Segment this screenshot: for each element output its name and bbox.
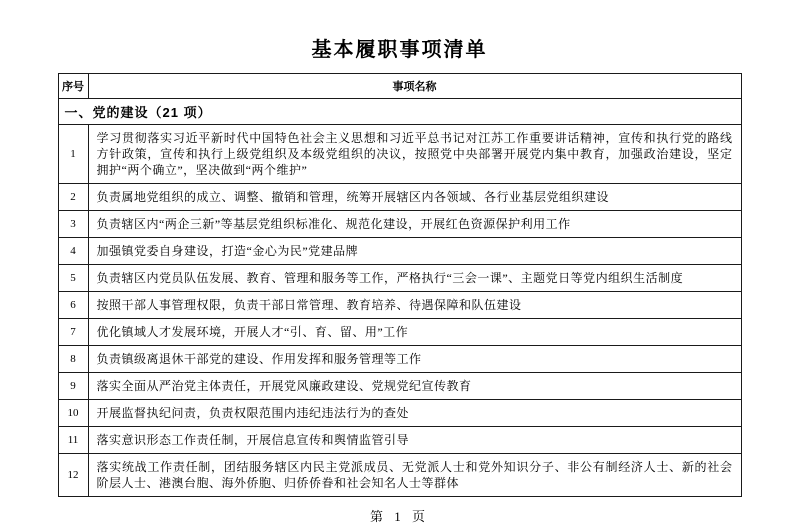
table-row	[58, 238, 741, 265]
row-text: 学习贯彻落实习近平新时代中国特色社会主义思想和习近平总书记对江苏工作重要讲话精神，宣传和执行党的路线方针政策，宣传和执行上级党组织及本级党组织的决议，按照党中央部署开展党内集中教育，加强政治建设，坚定拥护“两个确立”，坚决做到“两个维护”	[88, 125, 741, 184]
row-text: 落实全面从严治党主体责任，开展党风廉政建设、党规党纪宣传教育	[88, 373, 741, 400]
row-number: 11	[58, 427, 88, 454]
section-row	[58, 99, 741, 125]
table-row	[58, 400, 741, 427]
row-number: 10	[58, 400, 88, 427]
row-text: 优化镇域人才发展环境，开展人才“引、育、留、用”工作	[88, 319, 741, 346]
column-header-index: 序号	[58, 74, 88, 99]
row-text: 按照干部人事管理权限，负责干部日常管理、教育培养、待遇保障和队伍建设	[88, 292, 741, 319]
row-text: 落实统战工作责任制，团结服务辖区内民主党派成员、无党派人士和党外知识分子、非公有制经济人士、新的社会阶层人士、港澳台胞、海外侨胞、归侨侨眷和社会知名人士等群体	[88, 454, 741, 497]
row-number: 7	[58, 319, 88, 346]
header-row	[58, 74, 741, 99]
column-header-name: 事项名称	[88, 74, 741, 99]
row-number: 12	[58, 454, 88, 497]
row-text: 负责属地党组织的成立、调整、撤销和管理，统筹开展辖区内各领域、各行业基层党组织建设	[88, 184, 741, 211]
row-number: 1	[58, 125, 88, 184]
table-row	[58, 454, 741, 497]
row-text: 负责镇级离退休干部党的建设、作用发挥和服务管理等工作	[88, 346, 741, 373]
page-footer: 第 1 页	[369, 509, 429, 524]
row-text: 加强镇党委自身建设，打造“金心为民”党建品牌	[88, 238, 741, 265]
table-row	[58, 319, 741, 346]
row-number: 8	[58, 346, 88, 373]
section-label: 一、党的建设（21 项）	[58, 99, 741, 125]
table-row	[58, 292, 741, 319]
items-table	[58, 73, 742, 497]
table-row	[58, 427, 741, 454]
table-row	[58, 346, 741, 373]
page-title: 基本履职事项清单	[311, 39, 488, 61]
row-number: 6	[58, 292, 88, 319]
row-text: 负责辖区内党员队伍发展、教育、管理和服务等工作，严格执行“三会一课”、主题党日等党内组织生活制度	[88, 265, 741, 292]
table-row	[58, 265, 741, 292]
table-row	[58, 184, 741, 211]
table-row	[58, 373, 741, 400]
row-number: 9	[58, 373, 88, 400]
row-number: 2	[58, 184, 88, 211]
row-number: 4	[58, 238, 88, 265]
row-number: 5	[58, 265, 88, 292]
table-body	[58, 125, 741, 497]
row-text: 落实意识形态工作责任制，开展信息宣传和舆情监管引导	[88, 427, 741, 454]
row-text: 负责辖区内“两企三新”等基层党组织标准化、规范化建设，开展红色资源保护利用工作	[88, 211, 741, 238]
row-text: 开展监督执纪问责，负责权限范围内违纪违法行为的查处	[88, 400, 741, 427]
row-number: 3	[58, 211, 88, 238]
table-row	[58, 125, 741, 184]
table-row	[58, 211, 741, 238]
